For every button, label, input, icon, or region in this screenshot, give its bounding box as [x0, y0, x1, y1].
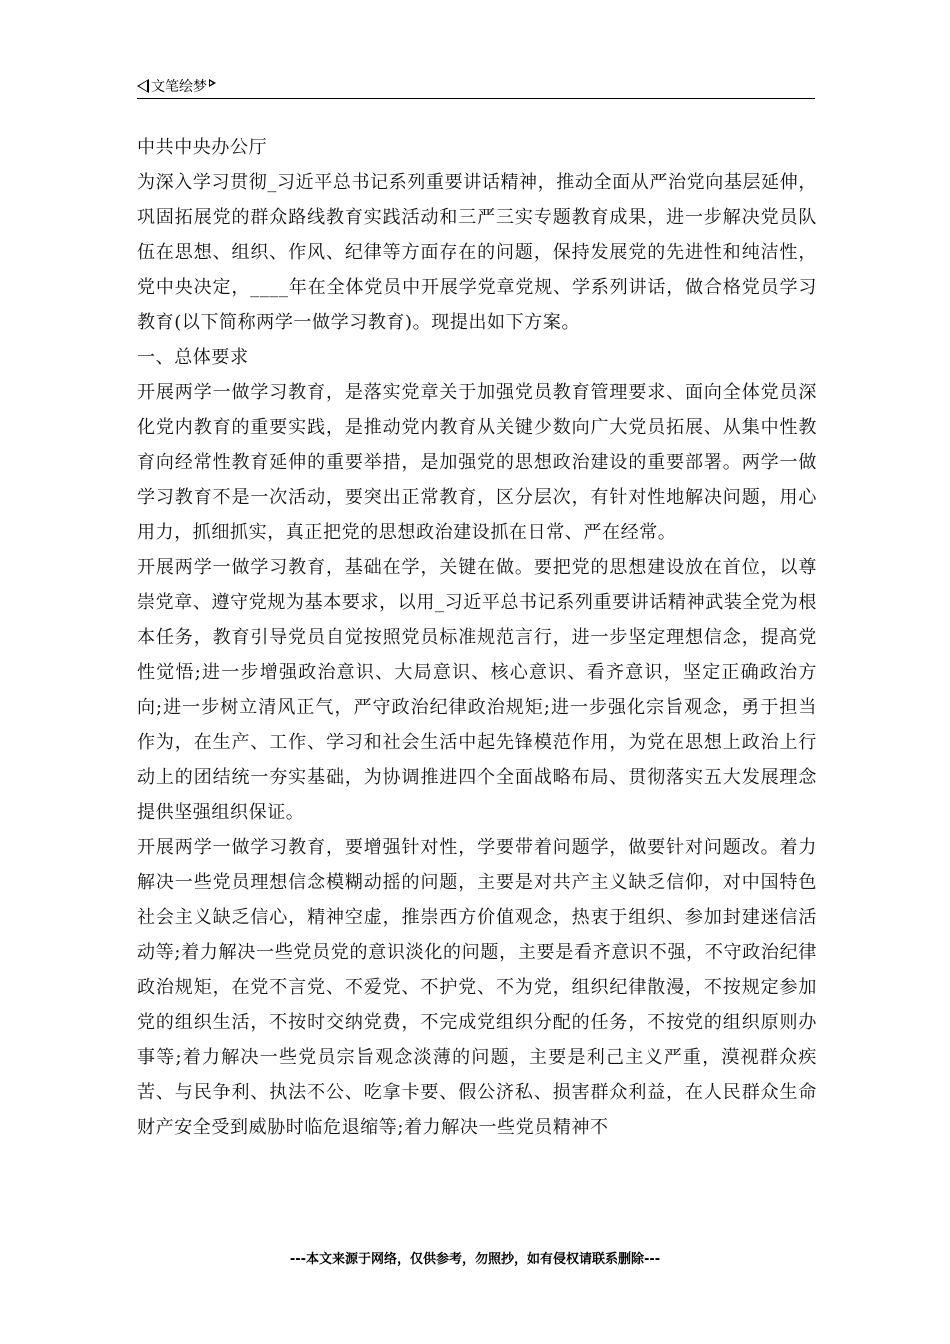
document-org: 中共中央办公厅 [137, 137, 268, 158]
page-footer-disclaimer: ---本文来源于网络，仅供参考，勿照抄，如有侵权请联系删除--- [289, 1252, 661, 1267]
paragraph: 开展两学一做学习教育，要增强针对性，学要带着问题学，做要针对问题改。着力解决一些党员理想信念模糊动摇的问题，主要是对共产主义缺乏信仰，对中国特色社会主义缺乏信心，精神空虚，推崇西方价值观念，热衷于组织、参加封建迷信活动等;着力解决一些党员党的意识淡化的问题，主要是看齐意识不强，不守政治纪律政治规矩，在党不言党、不爱党、不护党、不为党，组织纪律散漫，不按规定参加党的组织生活，不按时交纳党费，不完成党组织分配的任务，不按党的组织原则办事等;着力解决一些党员宗旨观念淡薄的问题，主要是利己主义严重，漠视群众疾苦、与民争利、执法不公、吃拿卡要、假公济私、损害群众利益，在人民群众生命财产安全受到威胁时临危退缩等;着力解决一些党员精神不 [137, 837, 817, 1138]
paragraph: 开展两学一做学习教育，是落实党章关于加强党员教育管理要求、面向全体党员深化党内教育的重要实践，是推动党内教育从关键少数向广大党员拓展、从集中性教育向经常性教育延伸的重要举措，是加强党的思想政治建设的重要部署。两学一做学习教育不是一次活动，要突出正常教育，区分层次，有针对性地解决问题，用心用力，抓细抓实，真正把党的思想政治建设抓在日常、严在经常。 [137, 382, 817, 543]
header-logo-text: 文笔绘梦 [151, 79, 207, 95]
right-triangle-icon [209, 79, 216, 87]
section-heading: 一、总体要求 [137, 347, 249, 368]
paragraph-intro: 为深入学习贯彻_习近平总书记系列重要讲话精神，推动全面从严治党向基层延伸，巩固拓展党的群众路线教育实践活动和三严三实专题教育成果，进一步解决党员队伍在思想、组织、作风、纪律等方面存在的问题，保持发展党的先进性和纯洁性，党中央决定，____年在全体党员中开展学党章党规、学系列讲话，做合格党员学习教育(以下简称两学一做学习教育)。现提出如下方案。 [137, 172, 817, 333]
paragraph: 开展两学一做学习教育，基础在学，关键在做。要把党的思想建设放在首位，以尊崇党章、遵守党规为基本要求，以用_习近平总书记系列重要讲话精神武装全党为根本任务，教育引导党员自觉按照党员标准规范言行，进一步坚定理想信念，提高党性觉悟;进一步增强政治意识、大局意识、核心意识、看齐意识，坚定正确政治方向;进一步树立清风正气，严守政治纪律政治规矩;进一步强化宗旨观念，勇于担当作为，在生产、工作、学习和社会生活中起先锋模范作用，为党在思想上政治上行动上的团结统一夯实基础，为协调推进四个全面战略布局、贯彻落实五大发展理念提供坚强组织保证。 [137, 557, 817, 823]
document-body [137, 130, 817, 1145]
header-logo [137, 76, 216, 96]
page-header [137, 74, 815, 99]
left-triangle-icon [137, 79, 149, 93]
